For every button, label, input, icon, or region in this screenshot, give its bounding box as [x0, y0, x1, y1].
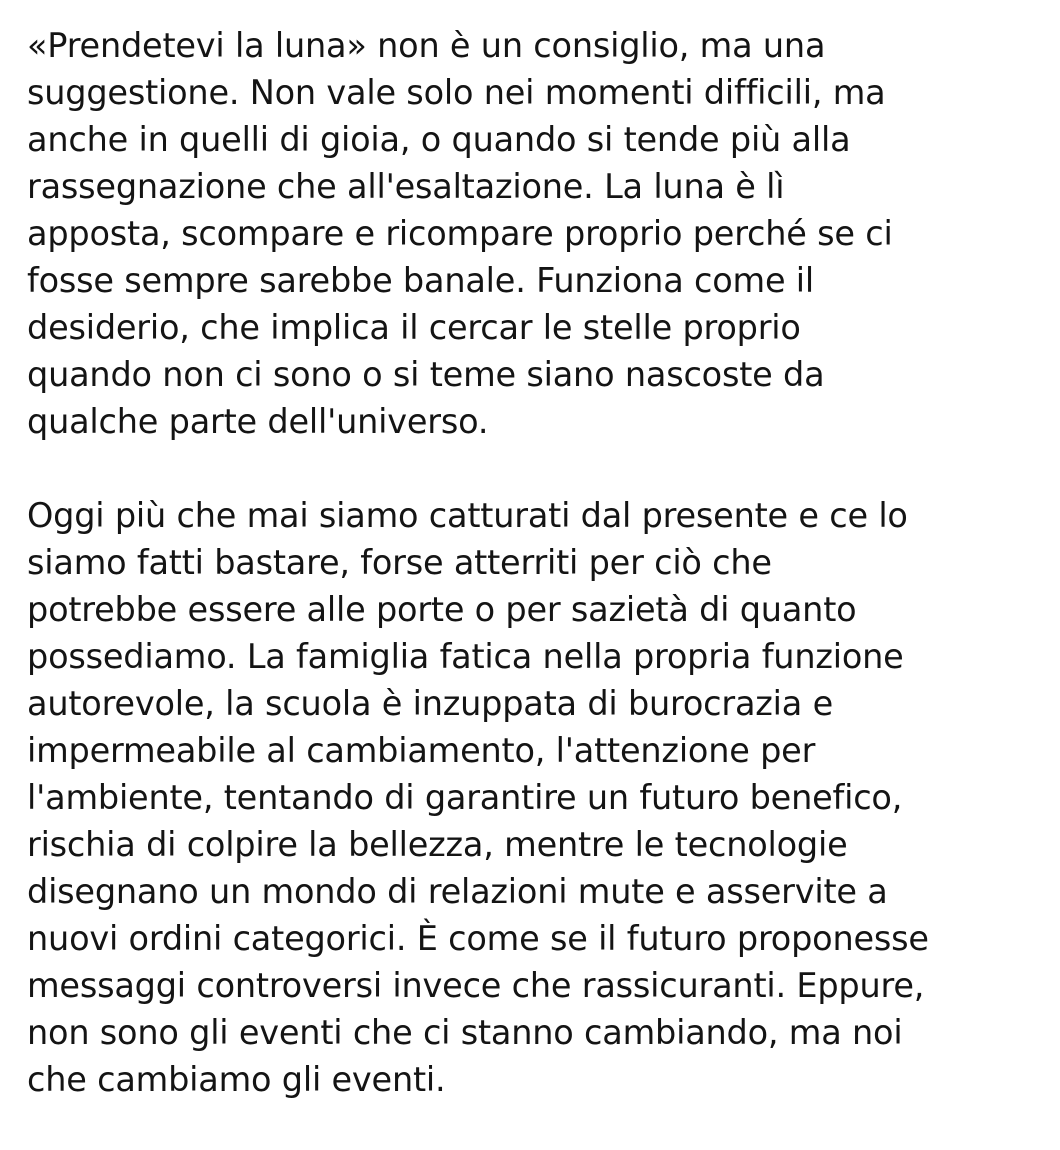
text-line: impermeabile al cambiamento, l'attenzione per	[27, 731, 816, 770]
text-line: siamo fatti bastare, forse atterriti per ciò che	[27, 543, 772, 582]
text-line: desiderio, che implica il cercar le stelle proprio	[27, 308, 801, 347]
text-line: rassegnazione che all'esaltazione. La luna è lì	[27, 167, 785, 206]
text-line: rischia di colpire la bellezza, mentre le tecnologie	[27, 825, 848, 864]
text-line: messaggi controversi invece che rassicuranti. Eppure,	[27, 966, 925, 1005]
text-line: disegnano un mondo di relazioni mute e asservite a	[27, 872, 888, 911]
text-line: apposta, scompare e ricompare proprio perché se ci	[27, 214, 893, 253]
text-line: potrebbe essere alle porte o per sazietà di quanto	[27, 590, 857, 629]
text-line: autorevole, la scuola è inzuppata di burocrazia e	[27, 684, 833, 723]
article-body	[27, 22, 1047, 1150]
text-line: «Prendetevi la luna» non è un consiglio, ma una	[27, 26, 826, 65]
text-line: fosse sempre sarebbe banale. Funziona come il	[27, 261, 815, 300]
text-line: l'ambiente, tentando di garantire un futuro benefico,	[27, 778, 903, 817]
text-line: qualche parte dell'universo.	[27, 402, 489, 441]
text-line: quando non ci sono o si teme siano nascoste da	[27, 355, 825, 394]
text-line: anche in quelli di gioia, o quando si tende più alla	[27, 120, 851, 159]
paragraph-1	[27, 22, 1047, 445]
text-line: Oggi più che mai siamo catturati dal presente e ce lo	[27, 496, 908, 535]
text-line: possediamo. La famiglia fatica nella propria funzione	[27, 637, 904, 676]
text-line: che cambiamo gli eventi.	[27, 1060, 446, 1099]
text-line: suggestione. Non vale solo nei momenti difficili, ma	[27, 73, 886, 112]
paragraph-2	[27, 492, 1047, 1103]
text-line: non sono gli eventi che ci stanno cambiando, ma noi	[27, 1013, 903, 1052]
text-line: nuovi ordini categorici. È come se il futuro proponesse	[27, 919, 929, 958]
